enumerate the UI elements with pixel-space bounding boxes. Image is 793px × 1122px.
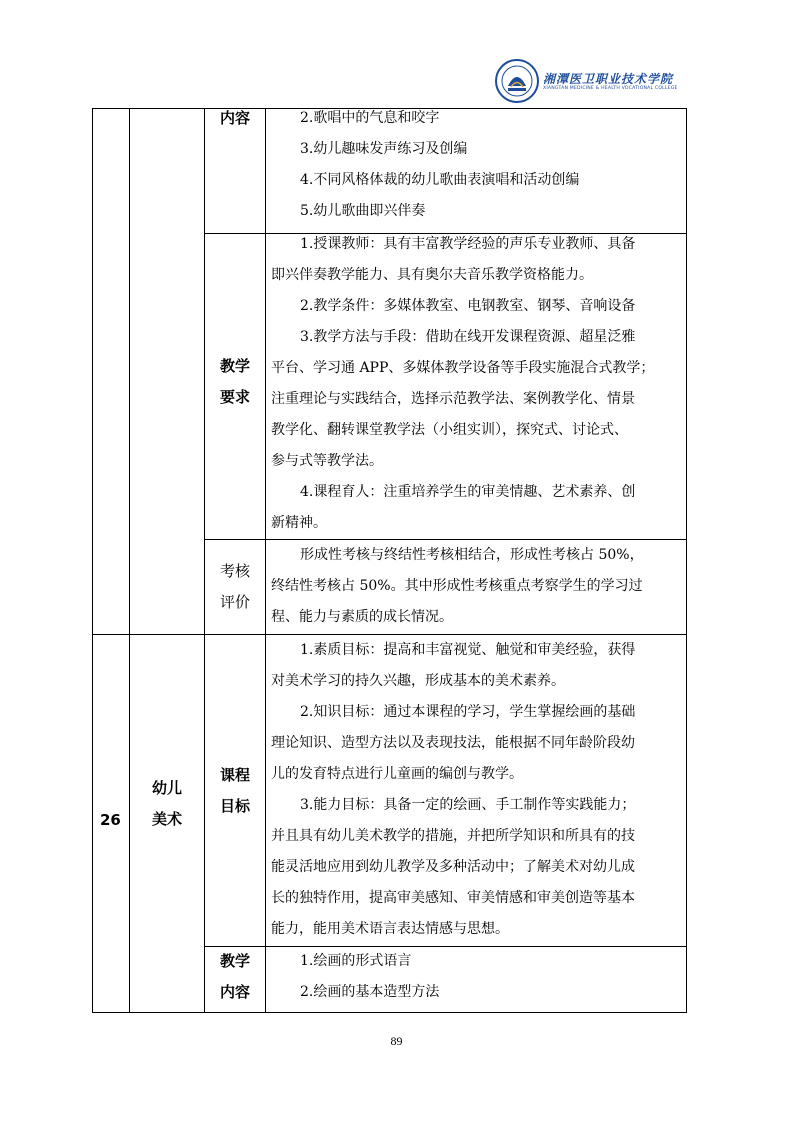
school-name: 湘潭医卫职业技术学院 (543, 72, 674, 86)
assessment-text: 形成性考核与终结性考核相结合，形成性考核占 50%， 终结性考核占 50%。其中形成性考核重点考察学生的学习过 程、能力与素质的成长情况。 (271, 547, 644, 625)
content-label-26: 教学 内容 (219, 952, 250, 1001)
content-list (300, 103, 579, 227)
list-item: 5.幼儿歌曲即兴伴奏 (300, 203, 426, 219)
school-seal-icon (494, 56, 540, 106)
requirements-text: 1.授课教师：具有丰富教学经验的声乐专业教师、具备 即兴伴奏教学能力、具有奥尔夫音乐教学资格能力。 2.教学条件：多媒体教室、电钢教室、钢琴、音响设备 3.教学方法与手段：借助在线开发课程资源、超星泛雅 平台、学习通 APP、多媒体教学设备等手段实施混合式教学； 注重理论与实践结合，选择示范教学法、案例教学化、情景 教学化、翻转课堂教学法（小组实训），探究式、讨论式、 参与式等教学法。 4.课程育人：注重培养学生的审美情趣、艺术素养、创 新精神。 (271, 236, 655, 531)
list-item: 4.不同风格体裁的幼儿歌曲表演唱和活动创编 (300, 172, 580, 188)
goals-label: 课程 目标 (219, 766, 250, 815)
content-list-26 (300, 946, 439, 1008)
school-name-en: XIANGTAN MEDICINE & HEALTH VOCATIONAL COLLEGE (543, 86, 678, 91)
requirements-label: 教学 要求 (219, 357, 250, 406)
list-item: 2.歌唱中的气息和咬字 (300, 110, 440, 126)
list-item: 1.绘画的形式语言 (300, 953, 412, 969)
row-number: 26 (100, 811, 121, 829)
assessment-label: 考核 评价 (219, 562, 250, 611)
page-number: 89 (390, 1034, 403, 1048)
list-item: 3.幼儿趣味发声练习及创编 (300, 141, 468, 157)
content-label: 内容 (219, 109, 250, 127)
course-name: 幼儿 美术 (151, 779, 182, 828)
goals-text: 1.素质目标：提高和丰富视觉、触觉和审美经验，获得 对美术学习的持久兴趣，形成基本的美术素养。 2.知识目标：通过本课程的学习，学生掌握绘画的基础 理论知识、造型方法以及表现技法，能根据不同年龄阶段幼 儿的发育特点进行儿童画的编创与教学。 3.能力目标：具备一定的绘画、手工制作等实践能力； 并且具有幼儿美术教学的措施，并把所学知识和所具有的技 能灵活地应用到幼儿教学及多种活动中；了解美术对幼儿成 长的独特作用，提高审美感知、审美情感和审美创造等基本 能力，能用美术语言表达情感与思想。 (271, 642, 636, 937)
list-item: 2.绘画的基本造型方法 (300, 984, 440, 1000)
